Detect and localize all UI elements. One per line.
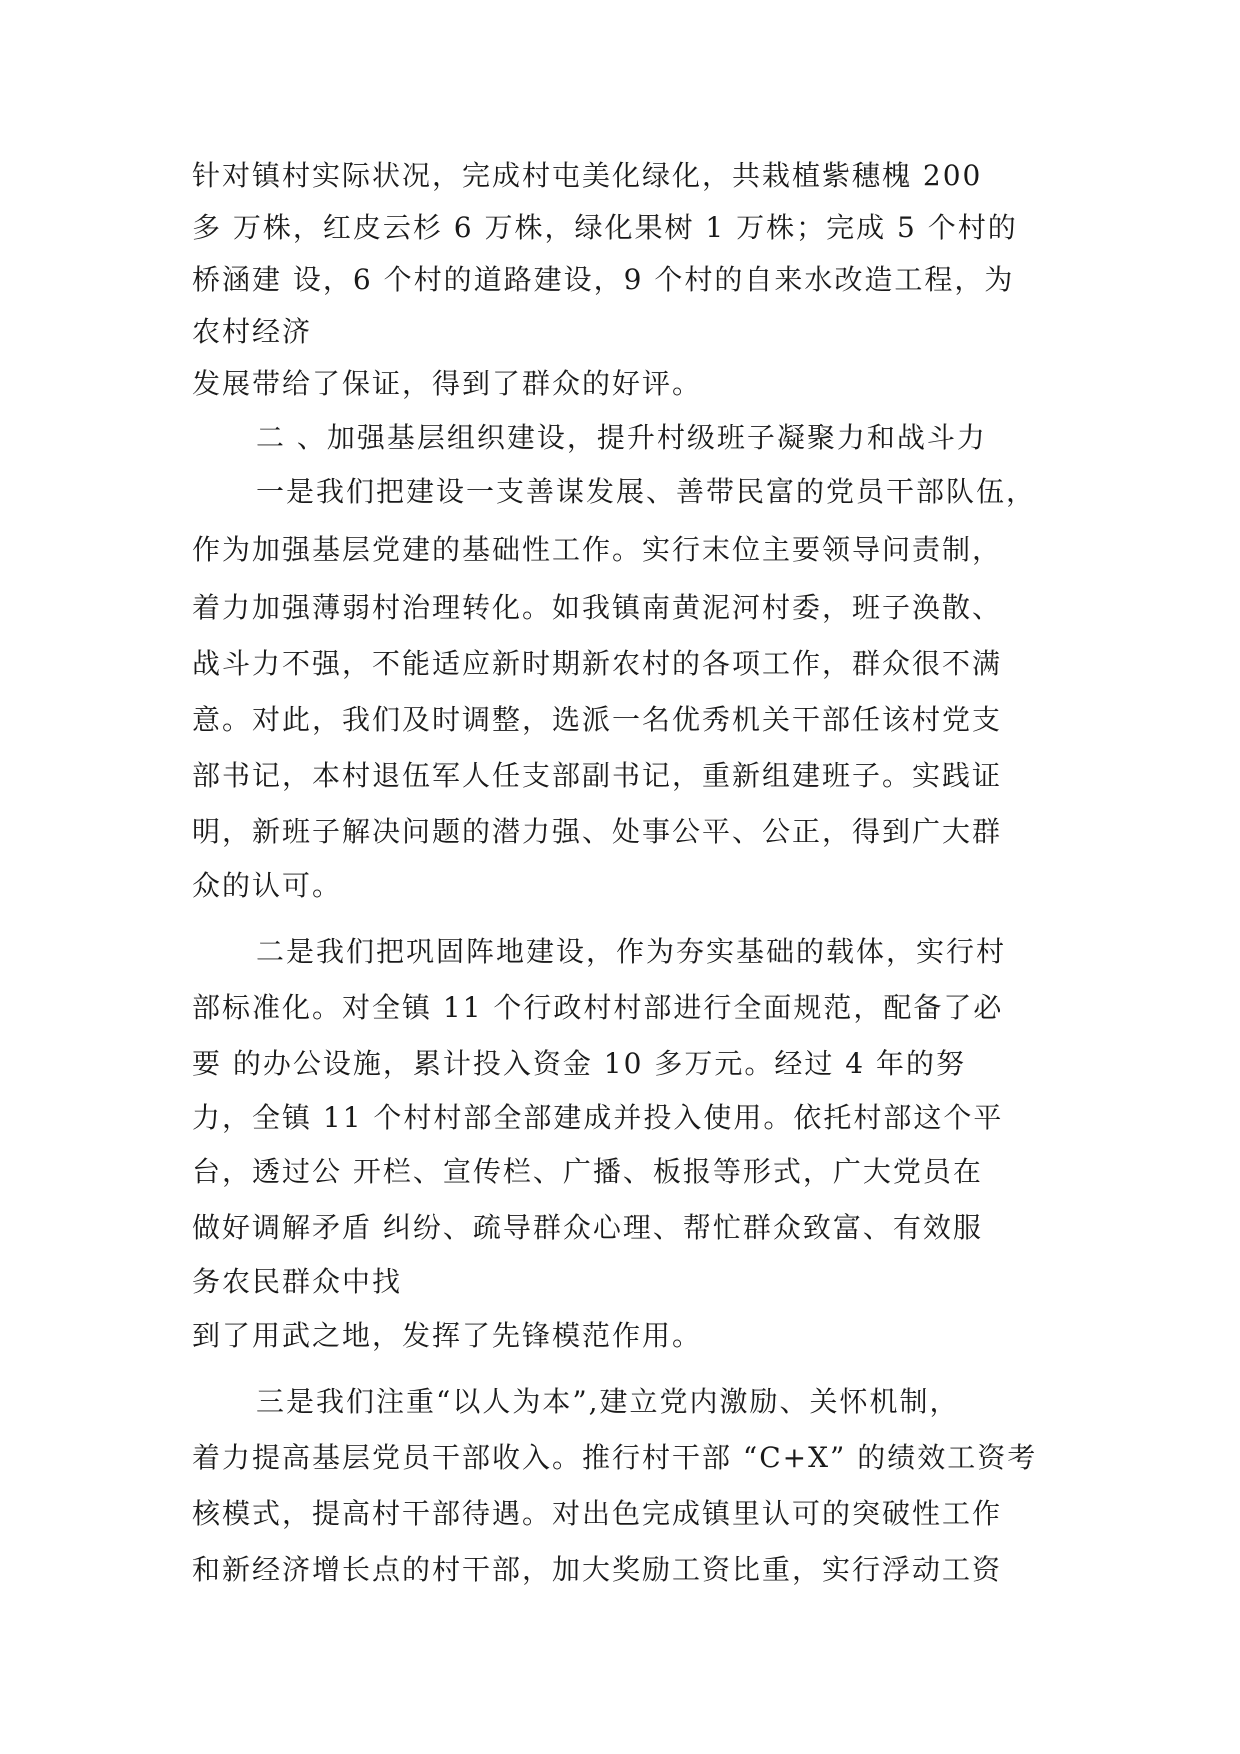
text-line: 发展带给了保证，得到了群众的好评。 bbox=[192, 367, 703, 400]
section-heading: 二 、加强基层组织建设，提升村级班子凝聚力和战斗力 bbox=[256, 421, 987, 454]
text-line: 战斗力不强，不能适应新时期新农村的各项工作，群众很不满 bbox=[192, 647, 1003, 680]
paragraph-first-line: 三是我们注重“以人为本”,建立党内激励、关怀机制， bbox=[256, 1385, 960, 1418]
text-line: 农村经济 bbox=[192, 315, 313, 348]
text-line: 众的认可。 bbox=[192, 869, 343, 902]
paragraph-first-line: 一是我们把建设一支善谋发展、善带民富的党员干部队伍， bbox=[256, 475, 1037, 508]
text-line: 桥涵建 设，6 个村的道路建设，9 个村的自来水改造工程，为 bbox=[192, 263, 1015, 296]
text-line: 务农民群众中找 bbox=[192, 1265, 403, 1298]
text-line: 到了用武之地，发挥了先锋模范作用。 bbox=[192, 1319, 703, 1352]
text-line: 着力加强薄弱村治理转化。如我镇南黄泥河村委，班子涣散、 bbox=[192, 591, 1003, 624]
text-line: 明，新班子解决问题的潜力强、处事公平、公正，得到广大群 bbox=[192, 815, 1003, 848]
text-line: 要 的办公设施，累计投入资金 10 多万元。经过 4 年的努 bbox=[192, 1047, 966, 1080]
text-line: 台，透过公 开栏、宣传栏、广播、板报等形式，广大党员在 bbox=[192, 1155, 983, 1188]
text-line: 力，全镇 11 个村村部全部建成并投入使用。依托村部这个平 bbox=[192, 1101, 1004, 1134]
text-line: 和新经济增长点的村干部，加大奖励工资比重，实行浮动工资 bbox=[192, 1553, 1003, 1586]
text-line: 多 万株，红皮云杉 6 万株，绿化果树 1 万株；完成 5 个村的 bbox=[192, 211, 1018, 244]
text-line: 做好调解矛盾 纠纷、疏导群众心理、帮忙群众致富、有效服 bbox=[192, 1211, 983, 1244]
text-line: 核模式，提高村干部待遇。对出色完成镇里认可的突破性工作 bbox=[192, 1497, 1003, 1530]
text-line: 部标准化。对全镇 11 个行政村村部进行全面规范，配备了必 bbox=[192, 991, 1004, 1024]
text-line: 作为加强基层党建的基础性工作。实行末位主要领导问责制， bbox=[192, 533, 1003, 566]
text-line: 部书记，本村退伍军人任支部副书记，重新组建班子。实践证 bbox=[192, 759, 1003, 792]
text-line: 意。对此，我们及时调整，选派一名优秀机关干部任该村党支 bbox=[192, 703, 1003, 736]
paragraph-first-line: 二是我们把巩固阵地建设，作为夯实基础的载体，实行村 bbox=[256, 935, 1007, 968]
text-line: 着力提高基层党员干部收入。推行村干部 “C+X” 的绩效工资考 bbox=[192, 1441, 1038, 1474]
text-line: 针对镇村实际状况，完成村屯美化绿化，共栽植紫穗槐 200 bbox=[192, 159, 983, 192]
